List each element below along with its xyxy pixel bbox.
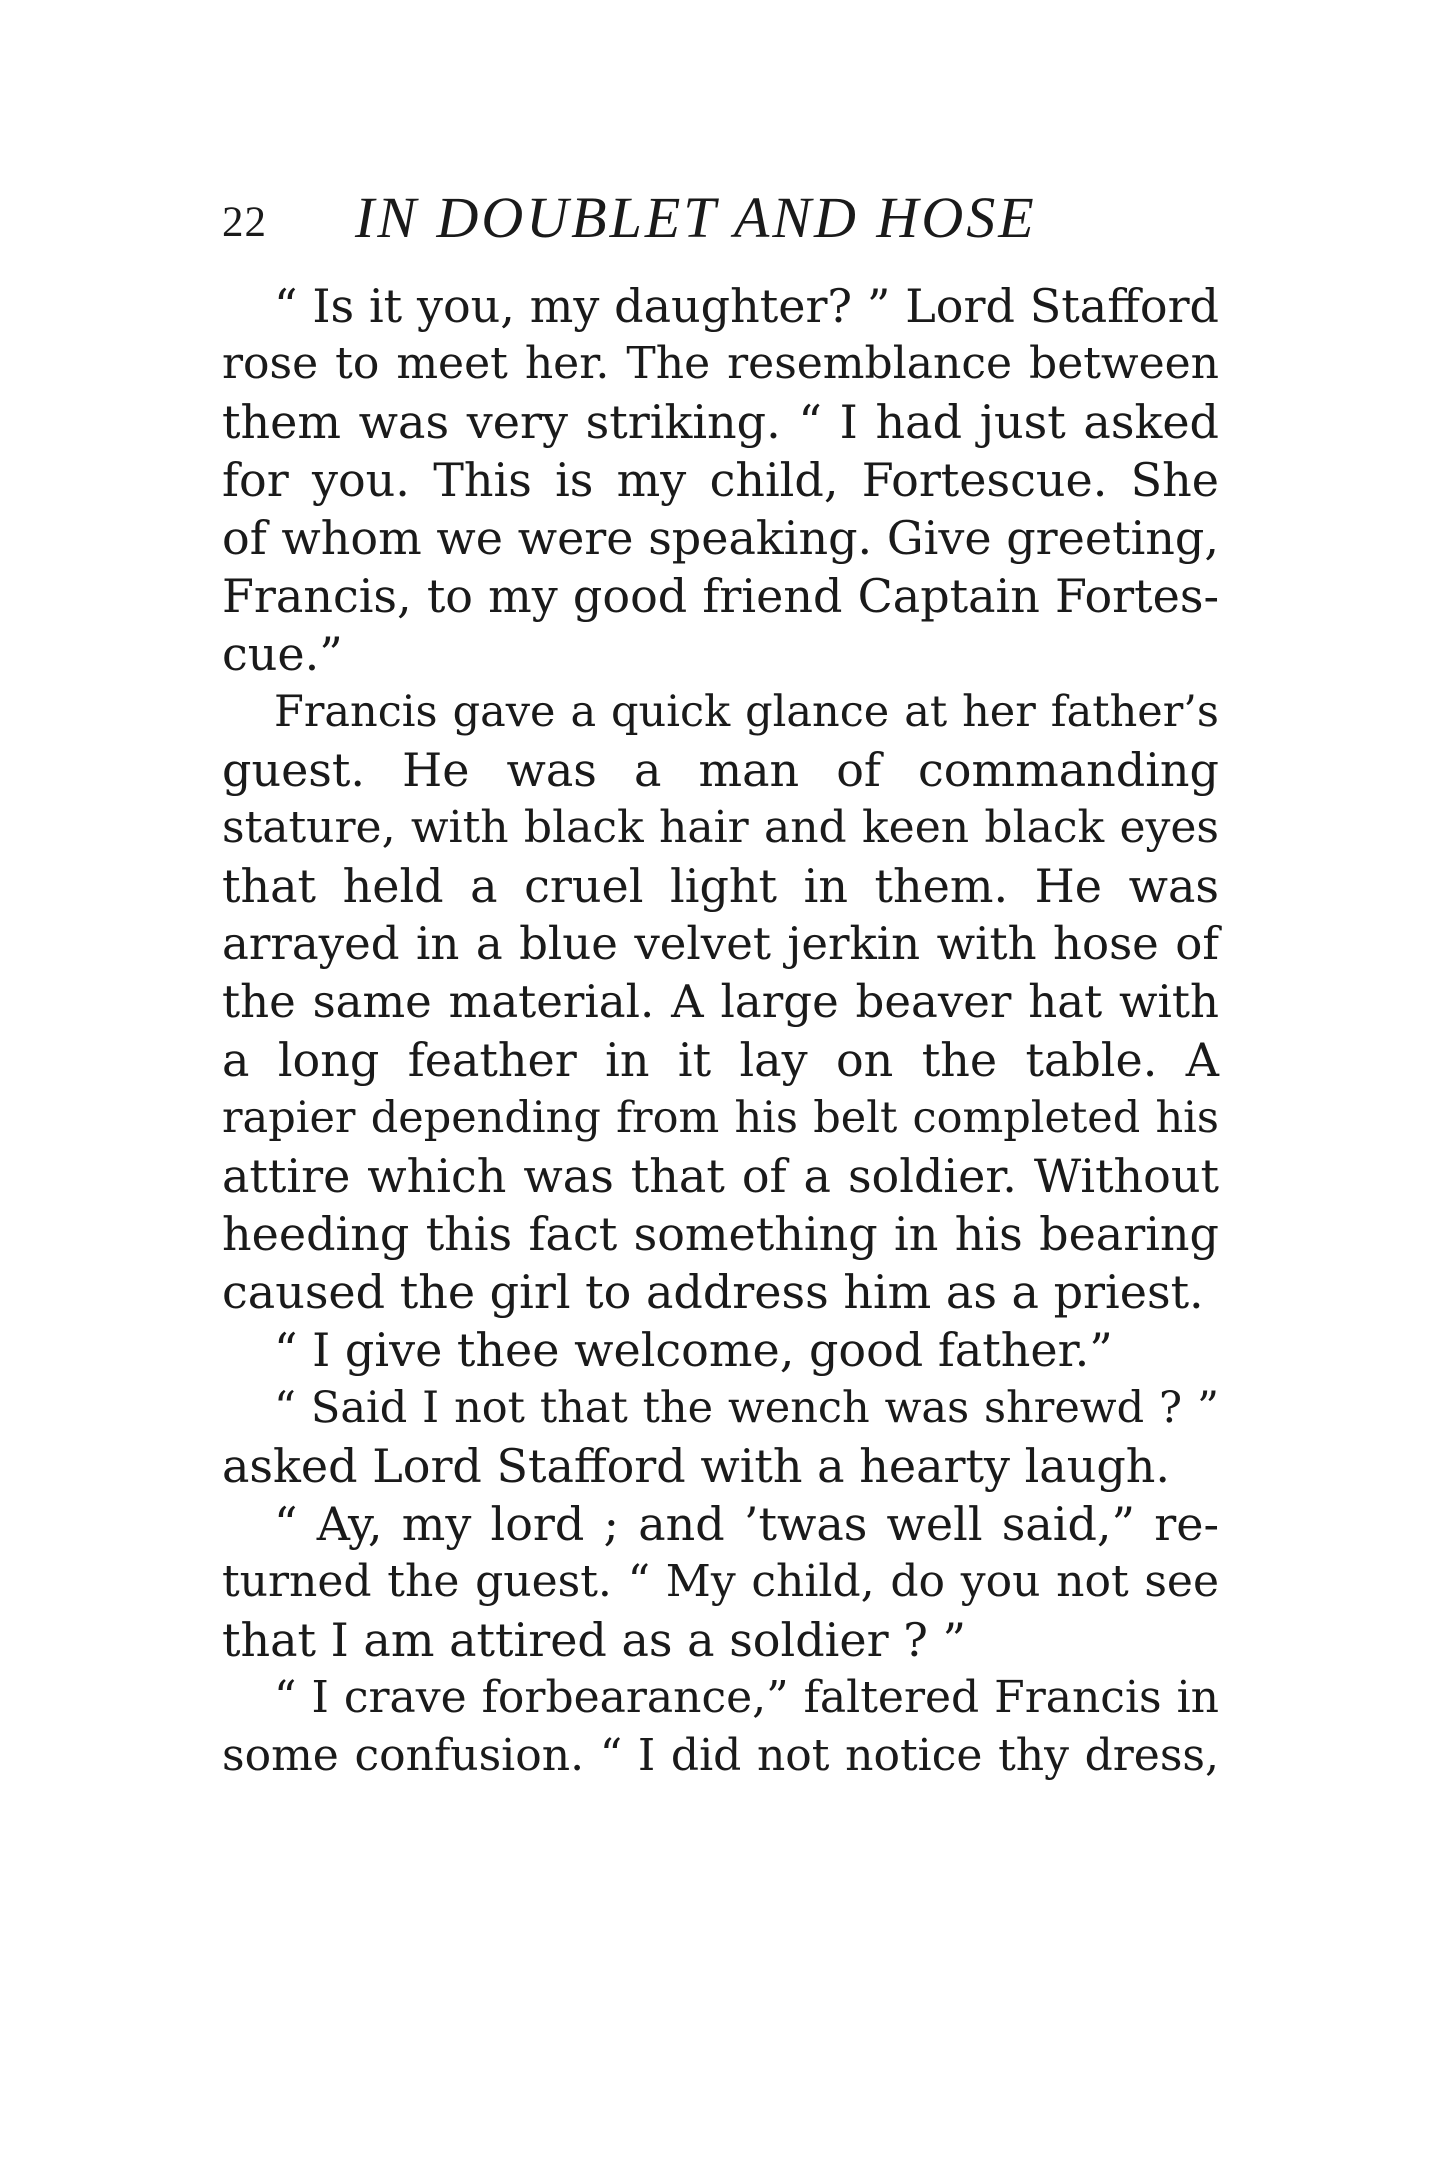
text-line: that I am attired as a soldier ? ” bbox=[222, 1613, 966, 1667]
text-line: a long feather in it lay on the table. A bbox=[222, 1033, 1219, 1087]
text-line: the same material. A large beaver hat with bbox=[222, 975, 1219, 1028]
text-line: “ I give thee welcome, good father.” bbox=[274, 1323, 1113, 1377]
text-line: for you. This is my child, Fortescue. She bbox=[222, 453, 1219, 507]
text-line: guest. He was a man of commanding bbox=[222, 743, 1219, 797]
text-line: caused the girl to address him as a priest. bbox=[222, 1265, 1204, 1319]
text-line: rose to meet her. The resemblance between bbox=[222, 338, 1219, 389]
running-head bbox=[222, 184, 1222, 254]
text-line: rapier depending from his belt completed his bbox=[222, 1093, 1219, 1143]
page-number: 22 bbox=[222, 199, 267, 246]
text-line: asked Lord Stafford with a hearty laugh. bbox=[222, 1439, 1171, 1493]
text-line: stature, with black hair and keen black eyes bbox=[222, 802, 1219, 853]
text-line: attire which was that of a soldier. Without bbox=[222, 1149, 1219, 1203]
body-text bbox=[222, 277, 1219, 1785]
text-line: “ Is it you, my daughter? ” Lord Stafford bbox=[274, 279, 1219, 333]
text-line: heeding this fact something in his bearing bbox=[222, 1207, 1219, 1261]
running-title: IN DOUBLET AND HOSE bbox=[355, 185, 1037, 250]
text-line: Francis, to my good friend Captain Fortes- bbox=[222, 569, 1219, 623]
text-line: Francis gave a quick glance at her father’s bbox=[274, 687, 1219, 737]
text-line: “ Said I not that the wench was shrewd ? ” bbox=[274, 1383, 1219, 1433]
text-line: them was very striking. “ I had just asked bbox=[222, 395, 1219, 449]
text-line: of whom we were speaking. Give greeting, bbox=[222, 511, 1219, 565]
text-line: “ I crave forbearance,” faltered Francis in bbox=[274, 1672, 1219, 1723]
text-line: arrayed in a blue velvet jerkin with hose of bbox=[222, 917, 1219, 970]
text-line: cue.” bbox=[222, 627, 343, 681]
text-line: that held a cruel light in them. He was bbox=[222, 859, 1219, 913]
text-line: turned the guest. “ My child, do you not see bbox=[222, 1556, 1219, 1607]
text-line: some confusion. “ I did not notice thy dress, bbox=[222, 1730, 1219, 1781]
text-line: “ Ay, my lord ; and ’twas well said,” re- bbox=[274, 1497, 1219, 1551]
